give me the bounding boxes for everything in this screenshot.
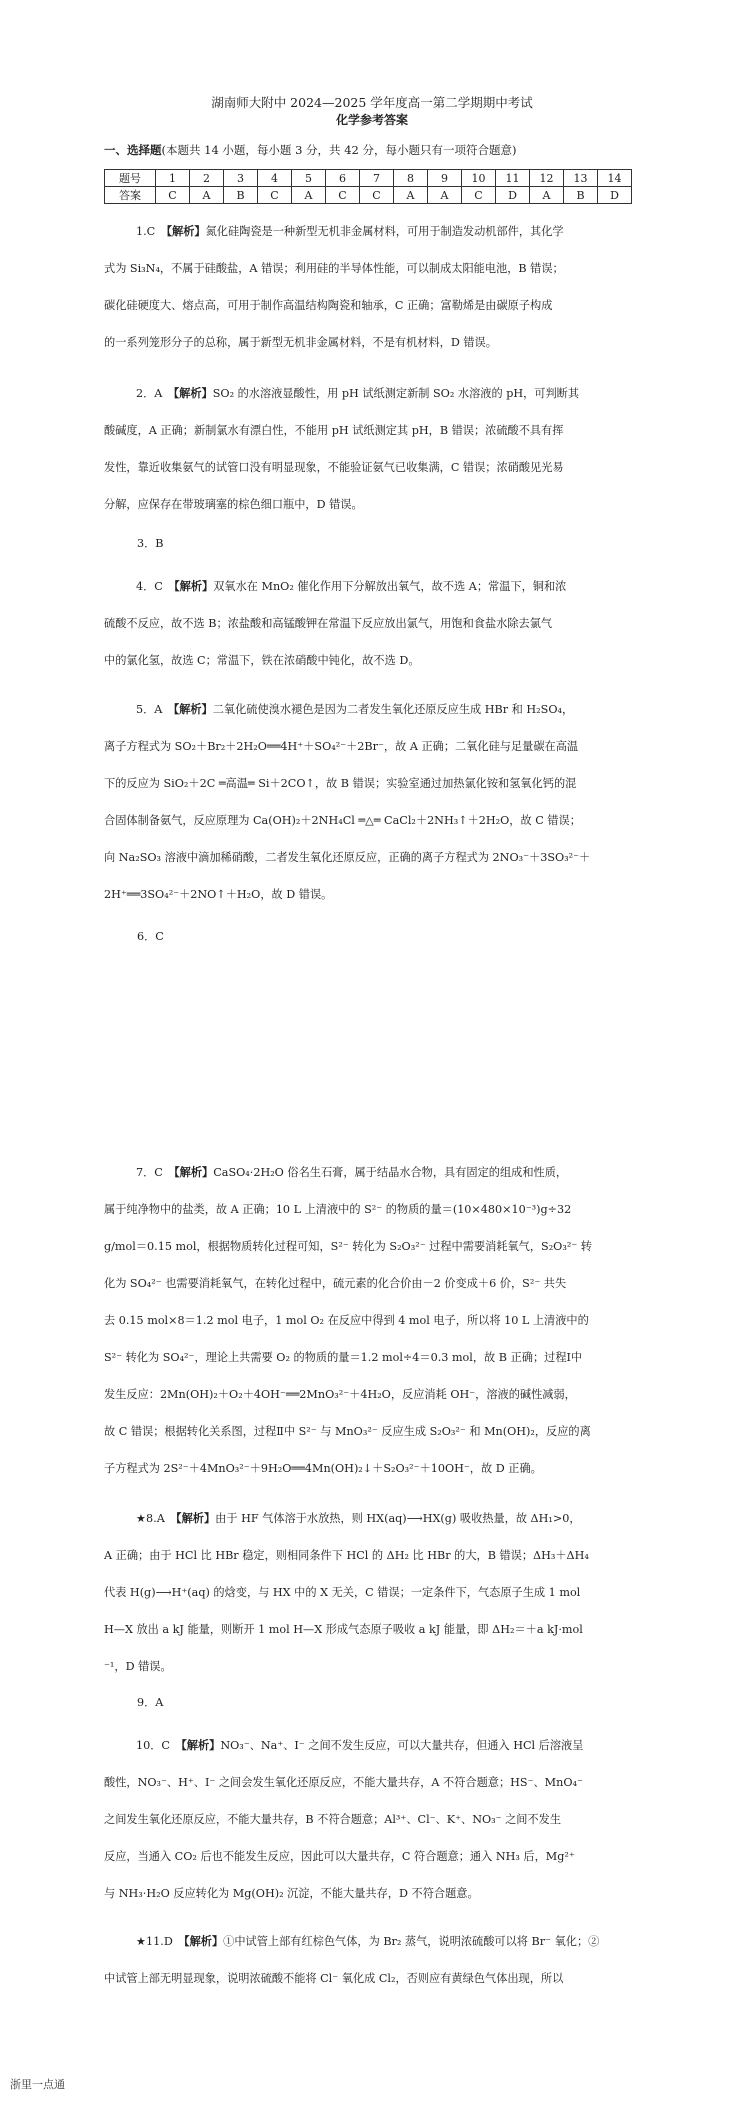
- answer-cell: A: [394, 187, 428, 204]
- question-label: 5．A: [136, 703, 174, 716]
- answer-cell: A: [292, 187, 326, 204]
- explanation-line: 发性，靠近收集氨气的试管口没有明显现象，不能验证氨气已收集满，C 错误；浓硝酸见光易: [104, 461, 564, 474]
- explanation-line: [104, 691, 664, 728]
- question-label: ★11.D: [136, 1935, 184, 1948]
- explanation-line: [104, 1923, 664, 1960]
- row-label: 题号: [105, 170, 156, 187]
- line-text: 双氧水在 MnO₂ 催化作用下分解放出氧气，故不选 A；常温下，铜和浓: [213, 580, 567, 593]
- exam-title: 湖南师大附中 2024—2025 学年度高一第二学期期中考试: [211, 95, 533, 110]
- answer-q6: 6．C: [137, 930, 164, 943]
- question-label: 7．C: [136, 1166, 175, 1179]
- answer-cell: A: [190, 187, 224, 204]
- explanation-q8: [104, 1500, 664, 1685]
- analysis-tag: 【解析】: [173, 703, 213, 716]
- answer-row: [105, 187, 632, 204]
- explanation-line: 子方程式为 2S²⁻＋4MnO₃²⁻＋9H₂O══4Mn(OH)₂↓＋S₂O₃²⁻＋10OH⁻，故 D 正确。: [104, 1462, 542, 1475]
- explanation-line: 合固体制备氨气，反应原理为 Ca(OH)₂＋2NH₄Cl ═△═ CaCl₂＋2NH₃↑＋2H₂O，故 C 错误；: [104, 814, 581, 827]
- answer-cell: C: [326, 187, 360, 204]
- question-number: 11: [496, 170, 530, 187]
- question-number-row: [105, 170, 632, 187]
- line-text: SO₂ 的水溶液显酸性，用 pH 试纸测定新制 SO₂ 水溶液的 pH，可判断其: [212, 387, 580, 400]
- explanation-line: 属于纯净物中的盐类，故 A 正确；10 L 上清液中的 S²⁻ 的物质的量＝(10×480×10⁻³)g÷32: [104, 1203, 572, 1216]
- analysis-tag: 【解析】: [183, 1935, 224, 1948]
- line-text: CaSO₄·2H₂O 俗名生石膏，属于结晶水合物，具有固定的组成和性质，: [213, 1166, 568, 1179]
- analysis-tag: 【解析】: [166, 225, 206, 238]
- question-number: 1: [156, 170, 190, 187]
- explanation-q5: [104, 691, 664, 913]
- answer-cell: A: [428, 187, 462, 204]
- section-label: 一、选择题: [104, 143, 162, 157]
- explanation-line: A 正确；由于 HCl 比 HBr 稳定，则相同条件下 HCl 的 ΔH₂ 比 HBr 的大，B 错误；ΔH₃＋ΔH₄: [104, 1549, 589, 1562]
- question-number: 13: [564, 170, 598, 187]
- explanation-line: 离子方程式为 SO₂＋Br₂＋2H₂O══4H⁺＋SO₄²⁻＋2Br⁻，故 A 正确；二氧化硅与足量碳在高温: [104, 740, 579, 753]
- line-text: 由于 HF 气体溶于水放热，则 HX(aq)⟶HX(g) 吸收热量，故 ΔH₁>0，: [215, 1512, 581, 1525]
- explanation-line: 去 0.15 mol×8＝1.2 mol 电子，1 mol O₂ 在反应中得到 4 mol 电子，所以将 10 L 上清液中的: [104, 1314, 589, 1327]
- line-text: 氮化硅陶瓷是一种新型无机非金属材料，可用于制造发动机部件，其化学: [205, 225, 564, 238]
- explanation-line: [104, 1154, 664, 1191]
- answer-table: [104, 169, 632, 204]
- analysis-tag: 【解析】: [175, 1512, 216, 1525]
- explanation-line: 分解，应保存在带玻璃塞的棕色细口瓶中，D 错误。: [104, 498, 363, 511]
- explanation-line: g/mol＝0.15 mol，根据物质转化过程可知，S²⁻ 转化为 S₂O₃²⁻ 过程中需要消耗氧气，S₂O₃²⁻ 转: [104, 1240, 592, 1253]
- explanation-line: 代表 H(g)⟶H⁺(aq) 的焓变，与 HX 中的 X 无关，C 错误；一定条件下，气态原子生成 1 mol: [104, 1586, 581, 1599]
- footer-watermark: 浙里一点通: [10, 2078, 65, 2091]
- answer-cell: D: [496, 187, 530, 204]
- question-number: 5: [292, 170, 326, 187]
- explanation-line: 之间发生氧化还原反应，不能大量共存，B 不符合题意；Al³⁺、Cl⁻、K⁺、NO₃⁻ 之间不发生: [104, 1813, 562, 1826]
- question-number: 9: [428, 170, 462, 187]
- answer-cell: D: [598, 187, 632, 204]
- explanation-line: 与 NH₃·H₂O 反应转化为 Mg(OH)₂ 沉淀，不能大量共存，D 不符合题意。: [104, 1887, 479, 1900]
- explanation-line: S²⁻ 转化为 SO₄²⁻，理论上共需要 O₂ 的物质的量＝1.2 mol÷4＝0.3 mol，故 B 正确；过程Ⅰ中: [104, 1351, 583, 1364]
- explanation-line: 反应，当通入 CO₂ 后也不能发生反应，因此可以大量共存，C 符合题意；通入 NH₃ 后，Mg²⁺: [104, 1850, 575, 1863]
- answer-q9: 9．A: [137, 1696, 164, 1709]
- explanation-line: 化为 SO₄²⁻ 也需要消耗氧气，在转化过程中，硫元素的化合价由－2 价变成＋6 价，S²⁻ 共失: [104, 1277, 567, 1290]
- explanation-line: 的一系列笼形分子的总称，属于新型无机非金属材料，不是有机材料，D 错误。: [104, 336, 497, 349]
- answer-cell: B: [224, 187, 258, 204]
- question-number: 12: [530, 170, 564, 187]
- question-number: 10: [462, 170, 496, 187]
- question-number: 8: [394, 170, 428, 187]
- answer-cell: C: [462, 187, 496, 204]
- explanation-line: ⁻¹，D 错误。: [104, 1660, 172, 1673]
- answer-key-title: 化学参考答案: [335, 113, 408, 127]
- explanation-line: 向 Na₂SO₃ 溶液中滴加稀硝酸，二者发生氧化还原反应，正确的离子方程式为 2NO₃⁻＋3SO₃²⁻＋: [104, 851, 591, 864]
- explanation-line: [104, 568, 664, 605]
- answer-cell: C: [156, 187, 190, 204]
- line-text: NO₃⁻、Na⁺、I⁻ 之间不发生反应，可以大量共存，但通入 HCl 后溶液呈: [220, 1739, 584, 1752]
- answer-cell: B: [564, 187, 598, 204]
- explanation-q4: [104, 568, 664, 679]
- question-label: 2．A: [136, 387, 174, 400]
- answer-cell: C: [360, 187, 394, 204]
- analysis-tag: 【解析】: [173, 387, 213, 400]
- question-number: 14: [598, 170, 632, 187]
- question-label: ★8.A: [136, 1512, 176, 1525]
- line-text: 二氧化硫使溴水褪色是因为二者发生氧化还原反应生成 HBr 和 H₂SO₄，: [212, 703, 574, 716]
- explanation-q7: [104, 1154, 664, 1487]
- analysis-tag: 【解析】: [174, 1166, 214, 1179]
- question-number: 7: [360, 170, 394, 187]
- question-number: 3: [224, 170, 258, 187]
- explanation-q11: [104, 1923, 664, 1997]
- explanation-line: 下的反应为 SiO₂＋2C ═高温═ Si＋2CO↑，故 B 错误；实验室通过加热氯化铵和氢氧化钙的混: [104, 777, 577, 790]
- line-text: ①中试管上部有红棕色气体，为 Br₂ 蒸气，说明浓硫酸可以将 Br⁻ 氧化；②: [223, 1935, 600, 1948]
- explanation-line: 故 C 错误；根据转化关系图，过程Ⅱ中 S²⁻ 与 MnO₃²⁻ 反应生成 S₂O₃²⁻ 和 Mn(OH)₂，反应的离: [104, 1425, 591, 1438]
- answer-q3: 3．B: [137, 537, 164, 550]
- explanation-line: 2H⁺══3SO₄²⁻＋2NO↑＋H₂O，故 D 错误。: [104, 888, 333, 901]
- row-label: 答案: [105, 187, 156, 204]
- question-number: 4: [258, 170, 292, 187]
- analysis-tag: 【解析】: [181, 1739, 221, 1752]
- explanation-line: [104, 1727, 664, 1764]
- explanation-q10: [104, 1727, 664, 1912]
- answer-cell: C: [258, 187, 292, 204]
- answer-cell: A: [530, 187, 564, 204]
- explanation-line: 式为 Si₃N₄，不属于硅酸盐，A 错误；利用硅的半导体性能，可以制成太阳能电池，B 错误；: [104, 262, 564, 275]
- explanation-line: H—X 放出 a kJ 能量，则断开 1 mol H—X 形成气态原子吸收 a kJ 能量，即 ΔH₂＝＋a kJ·mol: [104, 1623, 583, 1636]
- question-label: 4．C: [136, 580, 175, 593]
- explanation-line: 硫酸不反应，故不选 B；浓盐酸和高锰酸钾在常温下反应放出氯气，用饱和食盐水除去氯气: [104, 617, 553, 630]
- explanation-line: [104, 213, 664, 250]
- explanation-line: [104, 375, 664, 412]
- question-number: 6: [326, 170, 360, 187]
- explanation-line: 酸碱度，A 正确；新制氯水有漂白性，不能用 pH 试纸测定其 pH，B 错误；浓硫酸不具有挥: [104, 424, 564, 437]
- explanation-line: 碳化硅硬度大、熔点高，可用于制作高温结构陶瓷和轴承，C 正确；富勒烯是由碳原子构成: [104, 299, 553, 312]
- explanation-q1: [104, 213, 664, 361]
- section-heading: [104, 142, 517, 158]
- section-note: (本题共 14 小题，每小题 3 分，共 42 分，每小题只有一项符合题意): [161, 143, 517, 157]
- explanation-line: [104, 1500, 664, 1537]
- explanation-line: 中试管上部无明显现象，说明浓硫酸不能将 Cl⁻ 氧化成 Cl₂，否则应有黄绿色气体出现，所以: [104, 1972, 564, 1985]
- explanation-line: 中的氯化氢，故选 C；常温下，铁在浓硝酸中钝化，故不选 D。: [104, 654, 420, 667]
- explanation-line: 酸性，NO₃⁻、H⁺、I⁻ 之间会发生氧化还原反应，不能大量共存，A 不符合题意；HS⁻、MnO₄⁻: [104, 1776, 583, 1789]
- explanation-line: 发生反应：2Mn(OH)₂＋O₂＋4OH⁻══2MnO₃²⁻＋4H₂O，反应消耗 OH⁻，溶液的碱性减弱，: [104, 1388, 576, 1401]
- explanation-q2: [104, 375, 664, 523]
- question-label: 10．C: [136, 1739, 182, 1752]
- analysis-tag: 【解析】: [174, 580, 214, 593]
- question-label: 1.C: [136, 225, 167, 238]
- question-number: 2: [190, 170, 224, 187]
